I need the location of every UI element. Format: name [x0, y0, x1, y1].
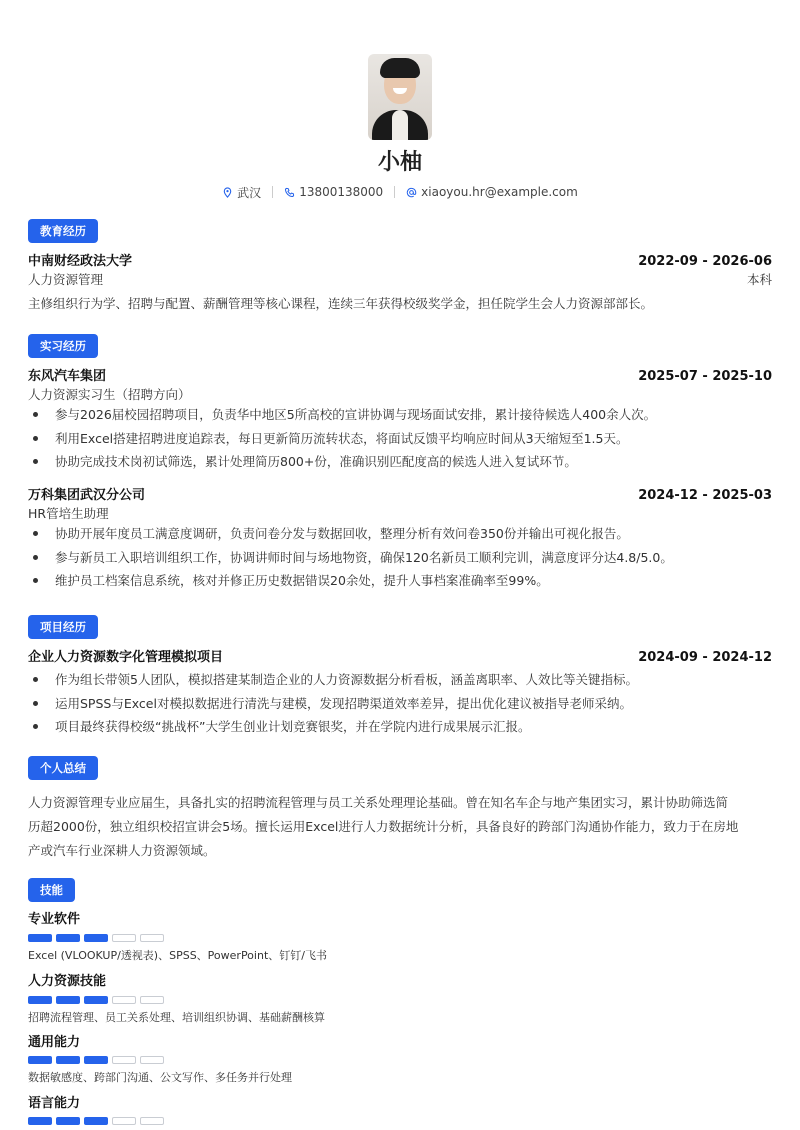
list-item: 作为组长带领5人团队，模拟搭建某制造企业的人力资源数据分析看板，涵盖离职率、人效比等关键指标。: [28, 668, 772, 692]
skill-level-filled: [28, 996, 52, 1004]
skill-level-bar: [28, 1117, 164, 1125]
skill-level-filled: [28, 934, 52, 942]
resume-header: [0, 54, 800, 200]
skill-level-filled: [84, 1056, 108, 1064]
internship-role-row: [28, 386, 772, 404]
skill-level-empty: [112, 1056, 136, 1064]
skill-level-filled: [28, 1056, 52, 1064]
list-item: 维护员工档案信息系统，核对并修正历史数据错误20余处，提升人事档案准确率至99%。: [28, 569, 772, 593]
internship-role-row: [28, 505, 772, 523]
project-date: 2024-09 - 2024-12: [638, 650, 772, 665]
major: 人力资源管理: [28, 272, 104, 287]
contact-bar: [0, 184, 800, 200]
list-item: 参与新员工入职培训组织工作，协调讲师时间与场地物资，确保120名新员工顺利完训，满意度评分达4.8/5.0。: [28, 546, 772, 570]
internship-role: HR管培生助理: [28, 506, 109, 521]
summary-line: 人力资源管理专业应届生，具备扎实的招聘流程管理与员工关系处理理论基础。曾在知名车企与地产集团实习，累计协助筛选简: [28, 795, 729, 810]
internship-date: 2025-07 - 2025-10: [638, 369, 772, 384]
summary-line: 历超2000份，独立组织校招宣讲会5场。擅长运用Excel进行人力数据统计分析，具备良好的跨部门沟通协作能力，致力于在房地: [28, 819, 739, 834]
project-entry: [28, 649, 772, 667]
education-description: 主修组织行为学、招聘与配置、薪酬管理等核心课程，连续三年获得校级奖学金，担任院学生会人力资源部部长。: [28, 296, 654, 311]
skill-description: 数据敏感度、跨部门沟通、公文写作、多任务并行处理: [28, 1071, 292, 1084]
school-name: 中南财经政法大学: [28, 254, 133, 269]
project-bullets: [28, 668, 772, 739]
skill-level-empty: [140, 996, 164, 1004]
skill-description: Excel (VLOOKUP/透视表)、SPSS、PowerPoint、钉钉/飞书: [28, 949, 327, 962]
location-pin-icon: [222, 187, 233, 198]
contact-phone: [273, 185, 394, 199]
skill-level-filled: [84, 1117, 108, 1125]
skill-level-filled: [56, 934, 80, 942]
section-project-tag: 项目经历: [28, 615, 98, 639]
internship-entry: [28, 368, 772, 386]
summary-line: 产或汽车行业深耕人力资源领域。: [28, 843, 216, 858]
skill-level-bar: [28, 996, 164, 1004]
internship-entry: [28, 487, 772, 505]
candidate-name: 小柚: [377, 150, 422, 175]
skill-name: 专业软件: [28, 912, 81, 927]
contact-location: [211, 184, 272, 201]
contact-email[interactable]: [395, 185, 589, 199]
skill-level-empty: [140, 1056, 164, 1064]
company-name: 万科集团武汉分公司: [28, 488, 146, 503]
list-item: 利用Excel搭建招聘进度追踪表，每日更新简历流转状态，将面试反馈平均响应时间从3天缩短至1.5天。: [28, 427, 772, 451]
internship-date: 2024-12 - 2025-03: [638, 488, 772, 503]
skill-level-empty: [140, 934, 164, 942]
skill-level-empty: [112, 934, 136, 942]
skill-level-bar: [28, 934, 164, 942]
list-item: 协助开展年度员工满意度调研，负责问卷分发与数据回收，整理分析有效问卷350份并输出可视化报告。: [28, 522, 772, 546]
skill-level-empty: [112, 1117, 136, 1125]
skill-level-empty: [140, 1117, 164, 1125]
avatar: [368, 54, 432, 140]
education-date: 2022-09 - 2026-06: [638, 254, 772, 269]
location-text: 武汉: [237, 185, 262, 200]
list-item: 协助完成技术岗初试筛选，累计处理简历800+份，准确识别匹配度高的候选人进入复试环节。: [28, 450, 772, 474]
email-text[interactable]: xiaoyou.hr@example.com: [421, 185, 578, 199]
internship-role: 人力资源实习生（招聘方向）: [28, 387, 191, 402]
skill-level-filled: [56, 1117, 80, 1125]
skill-name: 语言能力: [28, 1096, 81, 1111]
skill-level-filled: [28, 1117, 52, 1125]
at-sign-icon: [406, 187, 417, 198]
skill-level-filled: [56, 1056, 80, 1064]
skill-level-bar: [28, 1056, 164, 1064]
education-subrow: [28, 271, 772, 289]
phone-icon: [284, 187, 295, 198]
summary-text: [28, 791, 772, 863]
section-education-tag: 教育经历: [28, 219, 98, 243]
section-skills-tag: 技能: [28, 878, 75, 902]
education-entry: [28, 253, 772, 271]
internship-bullets: [28, 403, 772, 474]
list-item: 运用SPSS与Excel对模拟数据进行清洗与建模，发现招聘渠道效率差异，提出优化建议被指导老师采纳。: [28, 692, 772, 716]
list-item: 项目最终获得校级“挑战杯”大学生创业计划竞赛银奖，并在学院内进行成果展示汇报。: [28, 715, 772, 739]
skill-level-filled: [56, 996, 80, 1004]
phone-text: 13800138000: [299, 185, 384, 199]
skill-level-empty: [112, 996, 136, 1004]
list-item: 参与2026届校园招聘项目，负责华中地区5所高校的宣讲协调与现场面试安排，累计接待候选人400余人次。: [28, 403, 772, 427]
internship-bullets: [28, 522, 772, 593]
skill-level-filled: [84, 996, 108, 1004]
project-name: 企业人力资源数字化管理模拟项目: [28, 650, 224, 665]
skill-name: 人力资源技能: [28, 974, 107, 989]
degree: 本科: [746, 272, 772, 287]
skill-name: 通用能力: [28, 1035, 81, 1050]
company-name: 东风汽车集团: [28, 369, 107, 384]
skill-description: 招聘流程管理、员工关系处理、培训组织协调、基础薪酬核算: [28, 1011, 325, 1024]
skill-level-filled: [84, 934, 108, 942]
section-internship-tag: 实习经历: [28, 334, 98, 358]
section-summary-tag: 个人总结: [28, 756, 98, 780]
